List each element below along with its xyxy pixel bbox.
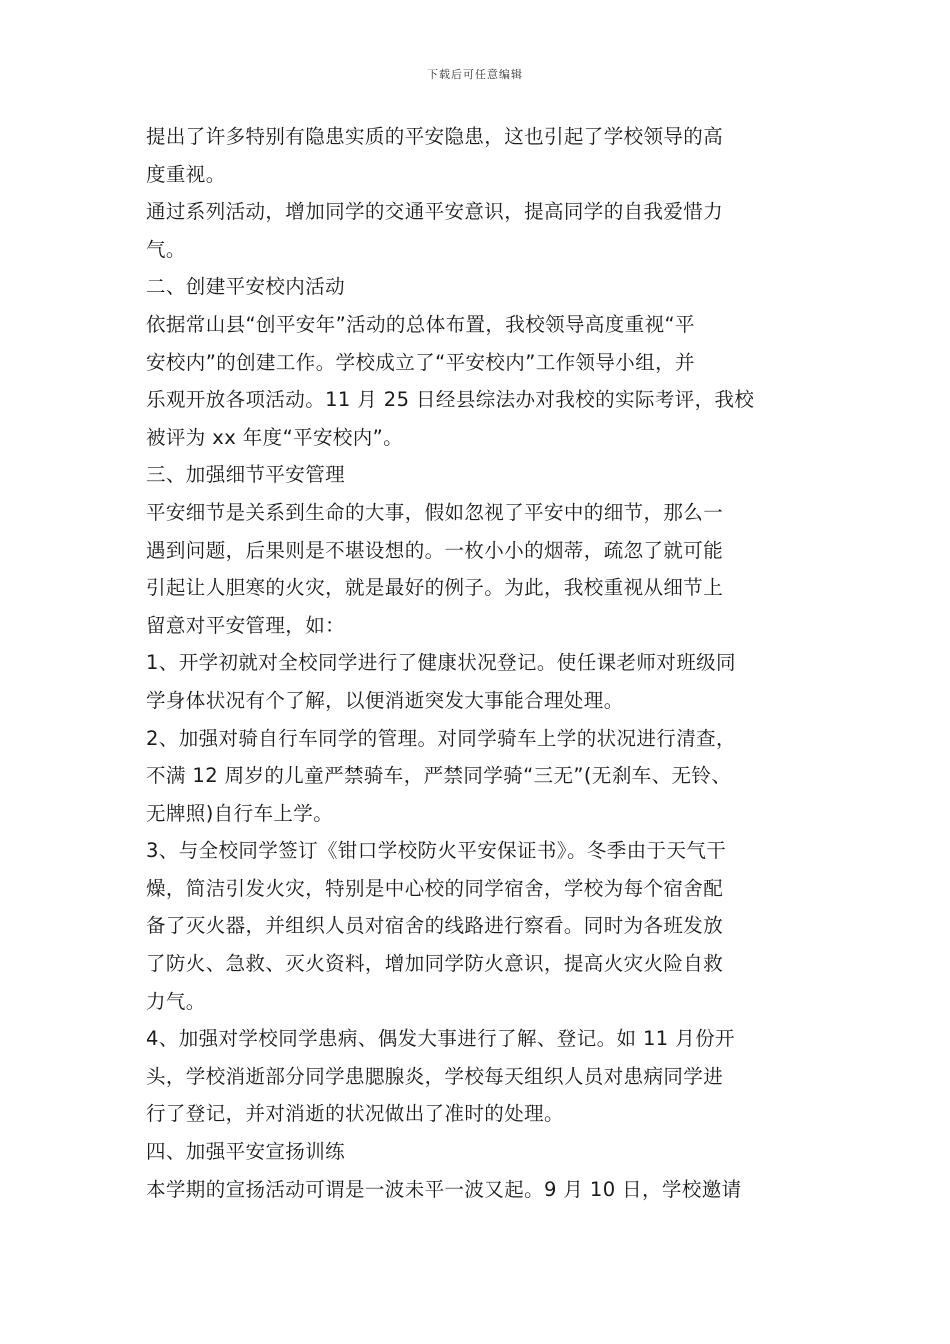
text-line: 无牌照)自行车上学。 — [146, 801, 334, 825]
text-line: 依据常山县“创平安年”活动的总体布置，我校领导高度重视“平 — [146, 312, 695, 336]
list-item: 2、加强对骑自行车同学的管理。对同学骑车上学的状况进行清查， — [146, 726, 736, 750]
text-line: 学身体状况有个了解，以便消逝突发大事能合理处理。 — [146, 688, 624, 712]
text-line: 力气。 — [146, 989, 206, 1013]
text-line: 气。 — [146, 237, 186, 261]
list-item: 1、开学初就对全校同学进行了健康状况登记。使任课老师对班级同 — [146, 651, 736, 675]
section-heading: 二、创建平安校内活动 — [146, 275, 346, 299]
section-heading: 三、加强细节平安管理 — [146, 463, 346, 487]
text-line: 被评为 xx 年度“平安校内”。 — [146, 425, 404, 449]
text-line: 了防火、急救、灭火资料，增加同学防火意识，提高火灾火险自救 — [146, 952, 724, 976]
text-line: 头，学校消逝部分同学患腮腺炎，学校每天组织人员对患病同学进 — [146, 1064, 724, 1088]
text-line: 行了登记，并对消逝的状况做出了准时的处理。 — [146, 1102, 564, 1126]
section-heading: 四、加强平安宣扬训练 — [146, 1140, 346, 1164]
text-line: 平安细节是关系到生命的大事，假如忽视了平安中的细节，那么一 — [146, 500, 724, 524]
text-line: 度重视。 — [146, 162, 226, 186]
text-line: 乐观开放各项活动。11 月 25 日经县综法办对我校的实际考评，我校 — [146, 388, 755, 412]
text-line: 本学期的宣扬活动可谓是一波未平一波又起。9 月 10 日，学校邀请 — [146, 1177, 742, 1201]
page-header: 下载后可任意编辑 — [427, 68, 523, 81]
text-line: 留意对平安管理，如： — [146, 613, 346, 637]
list-item: 3、与全校同学签订《钳口学校防火平安保证书》。冬季由于天气干 — [146, 839, 727, 863]
text-line: 通过系列活动，增加同学的交通平安意识，提高同学的自我爱惜力 — [146, 200, 724, 224]
text-line: 燥，简洁引发火灾，特别是中心校的同学宿舍，学校为每个宿舍配 — [146, 876, 724, 900]
list-item: 4、加强对学校同学患病、偶发大事进行了解、登记。如 11 月份开 — [146, 1027, 735, 1051]
text-line: 不满 12 周岁的儿童严禁骑车，严禁同学骑“三无”(无刹车、无铃、 — [146, 764, 732, 788]
text-line: 提出了许多特别有隐患实质的平安隐患，这也引起了学校领导的高 — [146, 125, 724, 148]
text-line: 备了灭火器，并组织人员对宿舍的线路进行察看。同时为各班发放 — [146, 914, 724, 938]
text-line: 安校内”的创建工作。学校成立了“平安校内”工作领导小组，并 — [146, 350, 695, 374]
text-line: 引起让人胆寒的火灾，就是最好的例子。为此，我校重视从细节上 — [146, 576, 724, 600]
document-body — [146, 118, 816, 1208]
text-line: 遇到问题，后果则是不堪设想的。一枚小小的烟蒂，疏忽了就可能 — [146, 538, 724, 562]
